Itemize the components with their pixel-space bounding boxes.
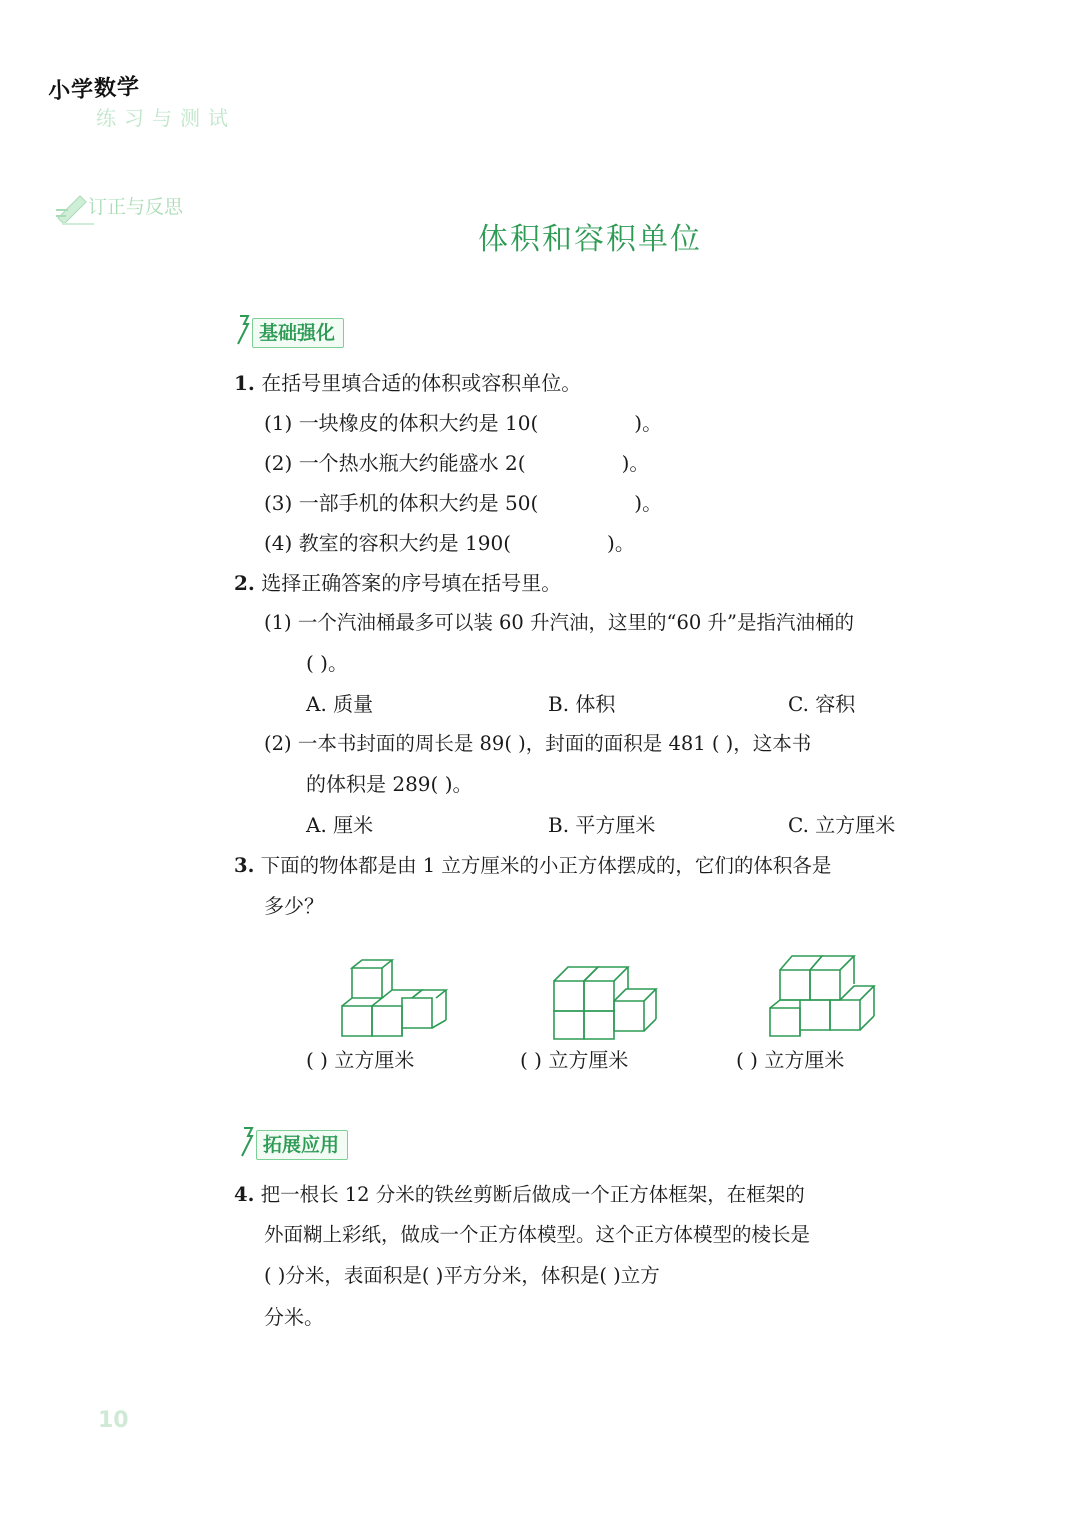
item-end: )。 xyxy=(634,411,663,435)
question-text: 把一根长 12 分米的铁丝剪断后做成一个正方体框架，在框架的 xyxy=(260,1183,805,1206)
q2-sub1-option-b[interactable]: B. 体积 xyxy=(548,692,616,716)
cube-figure-2 xyxy=(548,955,668,1043)
question-4-line2: 外面糊上彩纸，做成一个正方体模型。这个正方体模型的棱长是 xyxy=(264,1223,811,1246)
q2-sub1-option-a[interactable]: A. 质量 xyxy=(306,692,374,716)
section-tag-basic xyxy=(234,318,434,348)
section-tag-extend-label: 拓展应用 xyxy=(256,1130,348,1160)
question-number: 2. xyxy=(234,571,255,595)
question-text: 选择正确答案的序号填在括号里。 xyxy=(261,571,562,595)
q1-item-4 xyxy=(264,529,635,557)
section-tag-extend xyxy=(238,1130,438,1160)
leaf-icon xyxy=(238,1126,258,1160)
cube-answer-1[interactable]: ( ) 立方厘米 xyxy=(306,1048,415,1072)
question-4-line3: ( )分米，表面积是( )平方分米，体积是( )立方 xyxy=(264,1264,660,1287)
item-text: (2) 一个热水瓶大约能盛水 2( xyxy=(264,451,526,475)
q1-item-2 xyxy=(264,449,649,477)
q1-item-1 xyxy=(264,409,662,437)
question-4-line1 xyxy=(234,1181,805,1209)
question-2-stem xyxy=(234,569,561,597)
question-text: 下面的物体都是由 1 立方厘米的小正方体摆成的，它们的体积各是 xyxy=(260,854,832,877)
q2-sub1-line2: ( )。 xyxy=(306,651,348,675)
question-4-line4: 分米。 xyxy=(264,1305,324,1329)
q2-sub1-option-c[interactable]: C. 容积 xyxy=(788,692,856,716)
question-number: 3. xyxy=(234,854,255,877)
item-end: )。 xyxy=(634,491,663,515)
q2-sub2-option-c[interactable]: C. 立方厘米 xyxy=(788,813,896,837)
margin-tag-label: 订正与反思 xyxy=(88,196,184,218)
q2-sub2-option-a[interactable]: A. 厘米 xyxy=(306,813,374,837)
section-tag-basic-label: 基础强化 xyxy=(252,318,344,348)
q2-sub2-line1: (2) 一本书封面的周长是 89( )，封面的面积是 481 ( )，这本书 xyxy=(264,732,812,755)
cube-figure-3 xyxy=(764,944,884,1042)
page-title: 体积和容积单位 xyxy=(478,222,702,257)
item-text: (1) 一块橡皮的体积大约是 10( xyxy=(264,411,539,435)
page-number: 10 xyxy=(98,1408,129,1433)
leaf-icon xyxy=(234,314,254,348)
question-number: 1. xyxy=(234,371,255,395)
question-3-stem-line2: 多少？ xyxy=(264,894,324,918)
q2-sub2-option-b[interactable]: B. 平方厘米 xyxy=(548,813,656,837)
item-text: (3) 一部手机的体积大约是 50( xyxy=(264,491,539,515)
q2-sub2-line2: 的体积是 289( )。 xyxy=(306,772,473,796)
cube-answer-3[interactable]: ( ) 立方厘米 xyxy=(736,1048,845,1072)
question-3-stem xyxy=(234,852,831,880)
brand-subtitle: 练习与测试 xyxy=(96,106,236,130)
q1-item-3 xyxy=(264,489,662,517)
cube-figure-1 xyxy=(336,950,456,1042)
item-end: )。 xyxy=(621,451,650,475)
brand-title: 小学数学 xyxy=(47,74,141,105)
item-end: )。 xyxy=(607,531,635,555)
cube-answer-2[interactable]: ( ) 立方厘米 xyxy=(520,1048,629,1072)
item-text: (4) 教室的容积大约是 190( xyxy=(264,531,512,555)
question-text: 在括号里填合适的体积或容积单位。 xyxy=(261,371,582,395)
question-number: 4. xyxy=(234,1183,255,1206)
question-1-stem xyxy=(234,369,581,397)
q2-sub1-line1: (1) 一个汽油桶最多可以装 60 升汽油，这里的“60 升”是指汽油桶的 xyxy=(264,611,854,634)
